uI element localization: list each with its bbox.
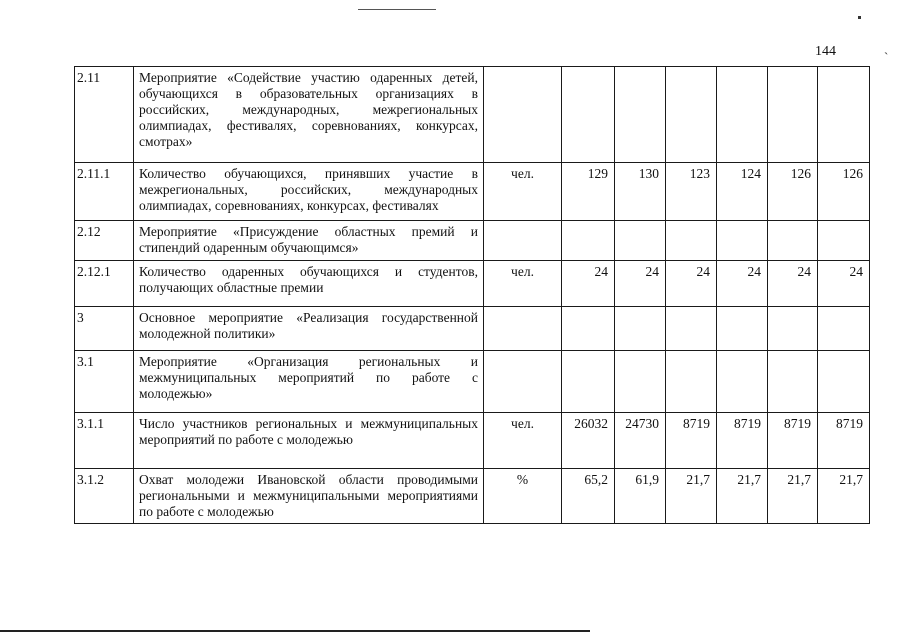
row-description-cell: Основное мероприятие «Реализация государственной молодежной политики»: [134, 307, 484, 351]
row-unit-cell: [484, 351, 562, 413]
row-value-cell: 26032: [562, 413, 615, 469]
row-value-cell: 8719: [666, 413, 717, 469]
program-indicators-table: [74, 66, 870, 524]
row-value-cell: 21,7: [768, 469, 818, 524]
row-value-cell: 21,7: [666, 469, 717, 524]
row-unit-cell: [484, 67, 562, 163]
table-row: [75, 261, 870, 307]
row-value-cell: 65,2: [562, 469, 615, 524]
row-description-cell: Охват молодежи Ивановской области проводимыми региональными и межмуниципальными мероприятиями по работе с молодежью: [134, 469, 484, 524]
row-value-cell: 130: [615, 163, 666, 221]
row-value-cell: [562, 351, 615, 413]
row-value-cell: 24730: [615, 413, 666, 469]
row-value-cell: 24: [562, 261, 615, 307]
table-row: [75, 351, 870, 413]
row-value-cell: [717, 221, 768, 261]
table-row: [75, 307, 870, 351]
row-value-cell: [818, 67, 870, 163]
row-description-cell: Мероприятие «Содействие участию одаренных детей, обучающихся в образовательных организациях в российских, международных, межрегиональных олимпиадах, фестивалях, соревнованиях, конкурсах, смотрах»: [134, 67, 484, 163]
row-value-cell: [615, 221, 666, 261]
row-value-cell: [666, 307, 717, 351]
row-number-cell: 2.12: [75, 221, 134, 261]
row-value-cell: [615, 67, 666, 163]
row-value-cell: [818, 221, 870, 261]
row-value-cell: [717, 67, 768, 163]
row-value-cell: [666, 221, 717, 261]
row-description-cell: Число участников региональных и межмуниципальных мероприятий по работе с молодежью: [134, 413, 484, 469]
bottom-rule: [0, 630, 590, 632]
row-value-cell: [768, 67, 818, 163]
row-value-cell: [768, 221, 818, 261]
row-value-cell: 61,9: [615, 469, 666, 524]
row-unit-cell: %: [484, 469, 562, 524]
page-number: 144: [815, 44, 836, 59]
table-row: [75, 221, 870, 261]
row-value-cell: 8719: [717, 413, 768, 469]
row-value-cell: [717, 307, 768, 351]
row-number-cell: 3.1.2: [75, 469, 134, 524]
row-value-cell: [717, 351, 768, 413]
row-value-cell: 21,7: [717, 469, 768, 524]
row-value-cell: 124: [717, 163, 768, 221]
row-number-cell: 2.11.1: [75, 163, 134, 221]
row-value-cell: 24: [818, 261, 870, 307]
scan-mark: ˏ: [884, 40, 889, 55]
scan-dot: [858, 16, 861, 19]
row-value-cell: [818, 307, 870, 351]
row-value-cell: 8719: [768, 413, 818, 469]
row-number-cell: 2.11: [75, 67, 134, 163]
row-value-cell: 8719: [818, 413, 870, 469]
row-number-cell: 3: [75, 307, 134, 351]
row-value-cell: 126: [768, 163, 818, 221]
row-unit-cell: [484, 221, 562, 261]
table-row: [75, 413, 870, 469]
row-value-cell: 21,7: [818, 469, 870, 524]
row-description-cell: Мероприятие «Присуждение областных премий и стипендий одаренным обучающимся»: [134, 221, 484, 261]
row-value-cell: [768, 307, 818, 351]
row-value-cell: [562, 307, 615, 351]
row-value-cell: 123: [666, 163, 717, 221]
row-value-cell: [818, 351, 870, 413]
row-unit-cell: [484, 307, 562, 351]
row-unit-cell: чел.: [484, 413, 562, 469]
row-value-cell: 24: [666, 261, 717, 307]
row-value-cell: [562, 67, 615, 163]
row-number-cell: 2.12.1: [75, 261, 134, 307]
row-description-cell: Количество обучающихся, принявших участие в межрегиональных, российских, международных олимпиадах, соревнованиях, конкурсах, фестивалях: [134, 163, 484, 221]
row-value-cell: 129: [562, 163, 615, 221]
row-description-cell: Мероприятие «Организация региональных и межмуниципальных мероприятий по работе с молодежью»: [134, 351, 484, 413]
row-value-cell: [666, 351, 717, 413]
row-description-cell: Количество одаренных обучающихся и студентов, получающих областные премии: [134, 261, 484, 307]
row-value-cell: [666, 67, 717, 163]
row-value-cell: 24: [717, 261, 768, 307]
row-value-cell: 126: [818, 163, 870, 221]
row-value-cell: 24: [615, 261, 666, 307]
row-value-cell: 24: [768, 261, 818, 307]
top-rule: [358, 9, 436, 10]
table-row: [75, 67, 870, 163]
table-row: [75, 163, 870, 221]
row-unit-cell: чел.: [484, 261, 562, 307]
row-value-cell: [615, 351, 666, 413]
table-row: [75, 469, 870, 524]
row-value-cell: [768, 351, 818, 413]
row-unit-cell: чел.: [484, 163, 562, 221]
row-value-cell: [562, 221, 615, 261]
row-value-cell: [615, 307, 666, 351]
row-number-cell: 3.1: [75, 351, 134, 413]
row-number-cell: 3.1.1: [75, 413, 134, 469]
